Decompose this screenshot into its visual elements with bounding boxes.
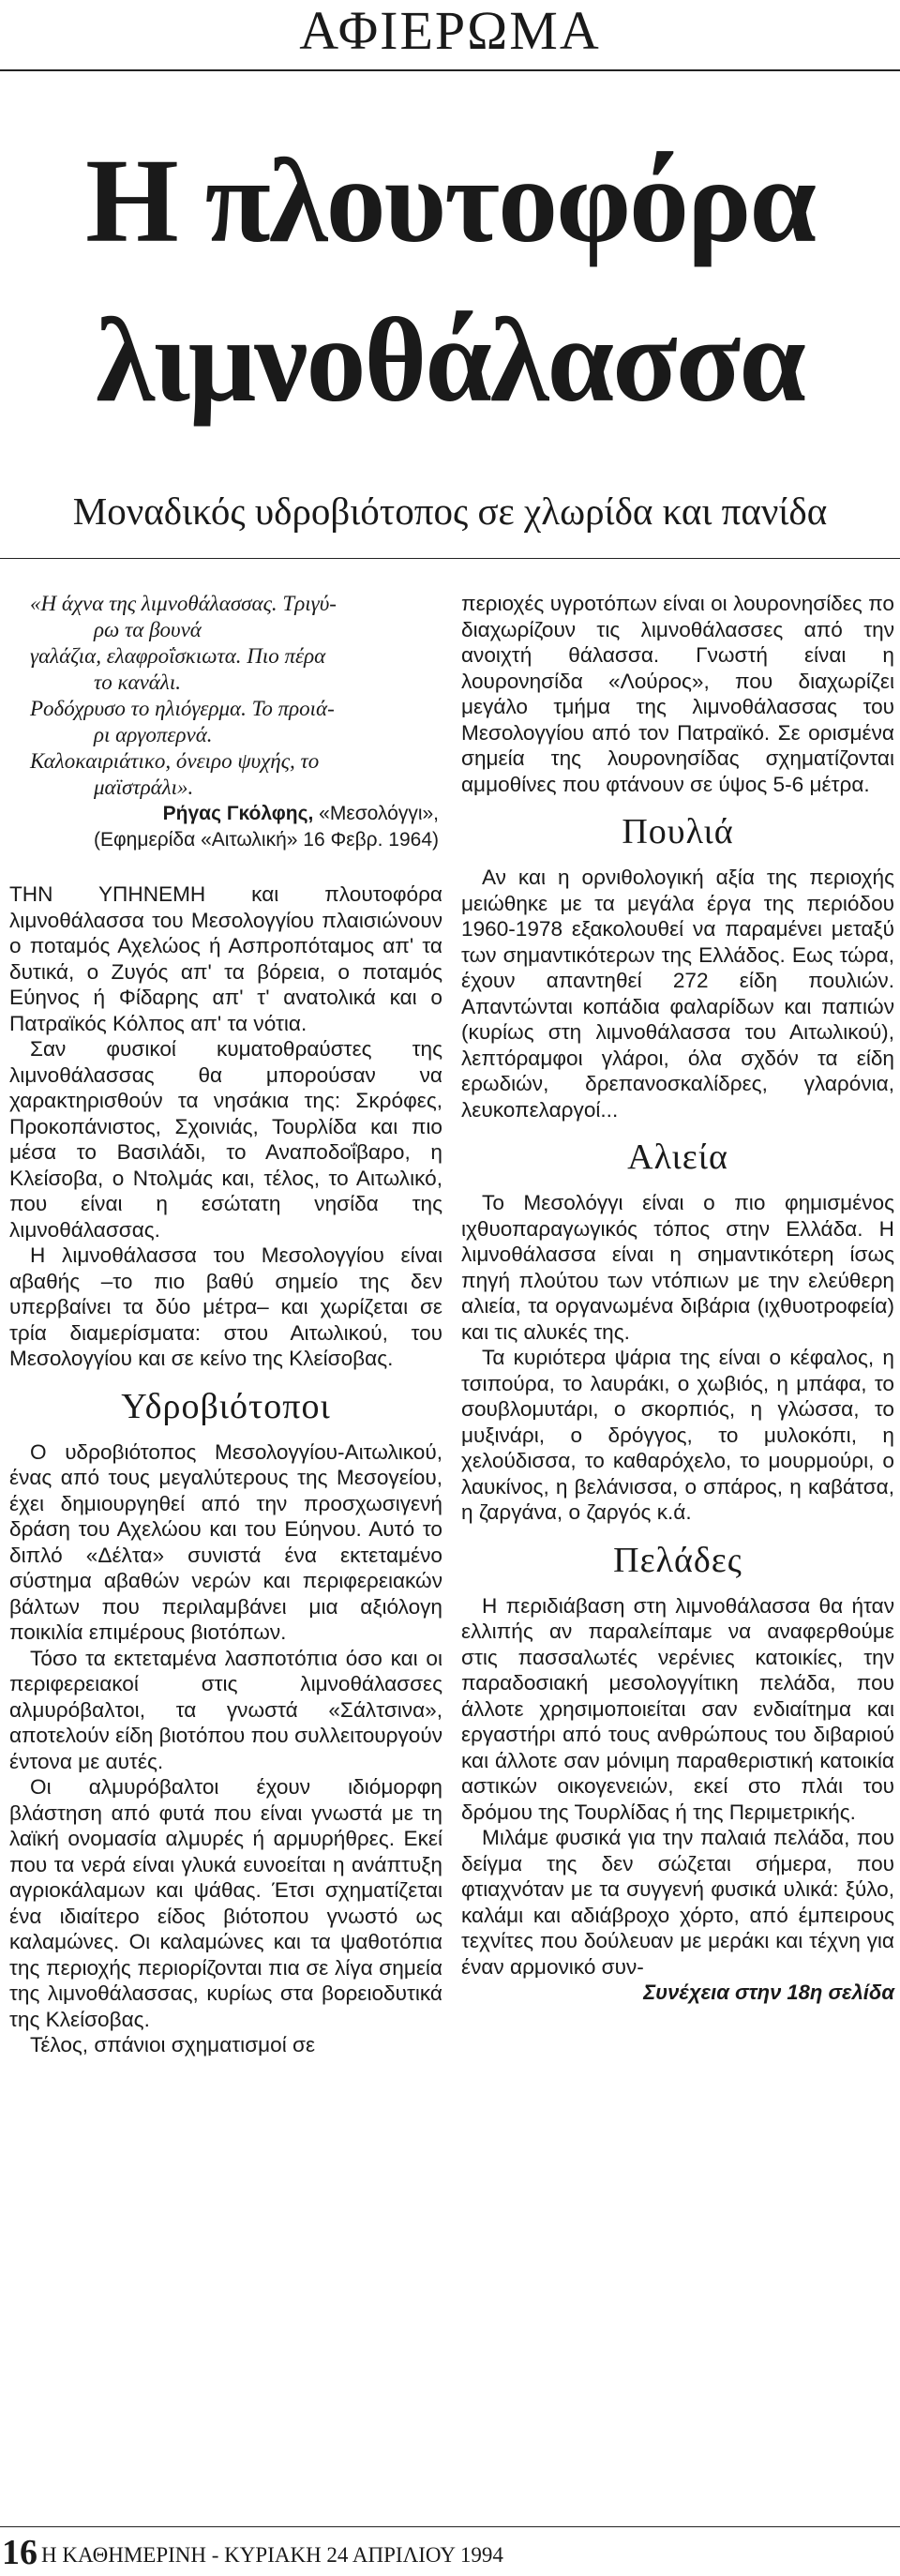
epigraph-line: ρι αργοπερνά. bbox=[94, 723, 213, 746]
footer-rule bbox=[0, 2526, 900, 2527]
body-paragraph: Σαν φυσικοί κυματοθραύστες της λιμνοθάλασσας θα μπορούσαν να χαρακτηρισθούν τα νησάκια της: Σκρόφες, Προκοπάνιστος, Σχοινιάς, Τουρλίδα και πιο μέσα το Βασιλάδι, το Αναποδοΐβαρο, η Κλείσοβα, ο Ντολμάς και, τέλος, το Αιτωλικό, που είναι η εσώτατη νησίδα της λιμνοθάλασσας. bbox=[9, 1037, 442, 1242]
epigraph-line: το κανάλι. bbox=[94, 670, 181, 694]
headline-line-1: Η πλουτοφόρα bbox=[85, 134, 815, 267]
headline-line-2: λιμνοθάλασσα bbox=[96, 294, 804, 427]
newspaper-masthead: Η ΚΑΘΗΜΕΡΙΝΗ - ΚΥΡΙΑΚΗ 24 ΑΠΡΙΛΙΟΥ 1994 bbox=[41, 2543, 503, 2567]
body-paragraph: Τόσο τα εκτεταμένα λασποτόπια όσο και οι περιφερειακοί στις λιμνοθάλασσες αλμυρόβαλτοι, τα γνωστά «Σάλτσινα», αποτελούν είδη βιοτόπου που συλλειτουργούν έντονα με αυτές. bbox=[9, 1646, 442, 1773]
body-paragraph: Μιλάμε φυσικά για την παλαιά πελάδα, που δείγμα της δεν σώζεται σήμερα, που φτιαχνόταν με τα συγγενή φυσικά υλικά: ξύλο, καλάμι και αδιάβροχο χόρτο, από έμπειρους τεχνίτες που δούλευαν με μεράκι και τέχνη για έναν αρμονικό συν- bbox=[461, 1826, 894, 1979]
body-paragraph: Τέλος, σπάνιοι σχηματισμοί σε bbox=[30, 2033, 316, 2056]
epigraph-line: «Η άχνα της λιμνοθάλασσας. Τριγύ- bbox=[30, 592, 337, 615]
epigraph-line: γαλάζια, ελαφροΐσκιωτα. Πιο πέρα bbox=[30, 644, 326, 668]
epigraph-line: Ροδόχρυσο το ηλιόγερμα. Το προιά- bbox=[30, 697, 335, 720]
section-heading-fishing: Αλιεία bbox=[627, 1137, 728, 1177]
epigraph-attribution bbox=[9, 801, 442, 827]
section-heading-pelades: Πελάδες bbox=[613, 1540, 742, 1580]
header-rule bbox=[0, 69, 900, 71]
epigraph-source: (Εφημερίδα «Αιτωλική» 16 Φεβρ. 1964) bbox=[94, 829, 439, 851]
subtitle-rule bbox=[0, 558, 900, 559]
body-paragraph: Η περιδιάβαση στη λιμνοθάλασσα θα ήταν ελλιπής αν παραλείπαμε να αναφερθούμε στις πασσαλωτές νερένιες κατοικίες, την παραδοσιακή μεσολογγίτικη πελάδα, που άλλοτε χρησιμοποιείται σαν ενδιαίτημα και εργαστήρι από τους ανθρώπους του διβαριού και άλλοτε σαν μόνιμη παραθεριστική κατοικία αστικών οικογενειών, εκεί στο πλάι του δρόμου της Τουρλίδας ή της Περιμετρικής. bbox=[461, 1593, 894, 1824]
subtitle: Μοναδικός υδροβιότοπος σε χλωρίδα και πανίδα bbox=[72, 490, 828, 533]
section-heading-wetlands: Υδροβιότοποι bbox=[121, 1386, 331, 1426]
body-paragraph: περιοχές υγροτόπων είναι οι λουρονησίδες πο διαχωρίζουν τις λιμνοθάλασσες από την ανοιχτή θάλασσα. Γνωστή είναι η λουρονησίδα «Λούρος», που διαχωρίζει μεγάλο τμήμα της λιμνοθάλασσας του Μεσολογγίου από τον Πατραϊκό. Σε ορισμένα σημεία της λουρονησίδας σχηματίζονται αμμοθίνες που φτάνουν σε ύψος 5-6 μέτρα. bbox=[461, 592, 894, 796]
right-column bbox=[461, 591, 894, 2006]
body-paragraph: Οι αλμυρόβαλτοι έχουν ιδιόμορφη βλάστηση από φυτά που είναι γνωστά με τη λαϊκή ονομασία αλμυρές ή αρμυρήθρες. Εκεί που τα νερά είναι γλυκά ευνοείται η ανάπτυξη αγριοκάλαμων και ψάθας. Έτσι σχηματίζεται ένα ιδιαίτερο είδος βιότοπου γνωστό ως καλαμώνες. Οι καλαμώνες και τα ψαθοτόπια της περιοχής περιορίζονται πια σε λίγα σημεία της λιμνοθάλασσας, κυρίως στα βορειοδυτικά της Κλείσοβας. bbox=[9, 1775, 442, 2031]
body-paragraph: Ο υδροβιότοπος Μεσολογγίου-Αιτωλικού, ένας από τους μεγαλύτερους της Μεσογείου, έχει δημιουργηθεί από την προσχωσιγενή δράση του Αχελώου και του Εύηνου. Αυτό το διπλό «Δέλτα» συνιστά ένα εκτεταμένο σύστημα αβαθών νερών και περιφερειακών βάλτων που περιλαμβάνει μια αξιόλογη ποικιλία επιμέρους βιοτόπων. bbox=[9, 1439, 442, 1644]
body-paragraph: Τα κυριότερα ψάρια της είναι ο κέφαλος, η τσιπούρα, το λαυράκι, ο χωβιός, η μπάφα, το σουβλομυτάρι, ο σκορπιός, η γλώσσα, το μυξινάρι, ο δρόγγος, το μυλοκόπι, η χελούδισσα, το καθαρόχελο, το μουρμούρι, ο λαυκίνος, η βελάνισσα, ο σπάρος, η καβάτσα, η ζαργάνα, ο ζαργός κ.ά. bbox=[461, 1346, 894, 1524]
body-paragraph: ΤΗΝ ΥΠΗΝΕΜΗ και πλουτοφόρα λιμνοθάλασσα του Μεσολογγίου πλαισιώνουν ο ποταμός Αχελώος ή Ασπροπόταμος απ' τα δυτικά, ο Ζυγός απ' τα βόρεια, ο ποταμός Εύηνος ή Φίδαρης απ' τ' ανατολικά και ο Πατραϊκός Κόλπος απ' τα νότια. bbox=[9, 882, 442, 1035]
section-heading-birds: Πουλιά bbox=[622, 812, 734, 851]
body-paragraph: Η λιμνοθάλασσα του Μεσολογγίου είναι αβαθής –το πιο βαθύ σημείο της δεν υπερβαίνει τα δύο μέτρα– και χωρίζεται σε τρία διαμερίσματα: στου Αιτωλικού, του Μεσολογγίου και σε κείνο της Κλείσοβας. bbox=[9, 1243, 442, 1370]
page-footer bbox=[0, 2532, 900, 2573]
page-number: 16 bbox=[2, 2533, 38, 2572]
left-column bbox=[9, 591, 442, 2058]
body-paragraph: Αν και η ορνιθολογική αξία της περιοχής μειώθηκε με τα μεγάλα έργα της περιόδου 1960-1978 εξακολουθεί να παραμένει μεταξύ των σημαντικότερων της Ελλάδος. Εως τώρα, έχουν απαντηθεί 272 είδη πουλιών. Απαντώνται κοπάδια φαλαρίδων και παπιών (κυρίως στη λιμνοθάλασσα του Αιτωλικού), λεπτόραμφοι γλάροι, όλα σχδόν τα είδη ερωδιών, δρεπανοσκαλίδρες, γλαρόνια, λευκοπελαργοί... bbox=[461, 866, 894, 1122]
epigraph-line: ρω τα βουνά bbox=[94, 618, 202, 641]
epigraph-work: «Μεσολόγγι», bbox=[313, 803, 439, 824]
section-label: ΑΦΙΕΡΩΜΑ bbox=[299, 0, 601, 61]
epigraph bbox=[9, 591, 442, 801]
epigraph-line: Καλοκαιριάτικο, όνειρο ψυχής, το bbox=[30, 749, 320, 773]
epigraph-line: μαϊστράλι». bbox=[94, 776, 194, 799]
body-paragraph: Το Μεσολόγγι είναι ο πιο φημισμένος ιχθυοπαραγωγικός τόπος στην Ελλάδα. Η λιμνοθάλασσα είναι η σημαντικότερη ίσως πηγή πλούτου των ντόπιων με την ελεύθερη αλιεία, τα οργανωμένα διβάρια (ιχθυοτροφεία) και τις αλυκές της. bbox=[461, 1191, 894, 1344]
epigraph-author: Ρήγας Γκόλφης, bbox=[162, 803, 314, 824]
continued-note: Συνέχεια στην 18η σελίδα bbox=[643, 1981, 894, 2004]
